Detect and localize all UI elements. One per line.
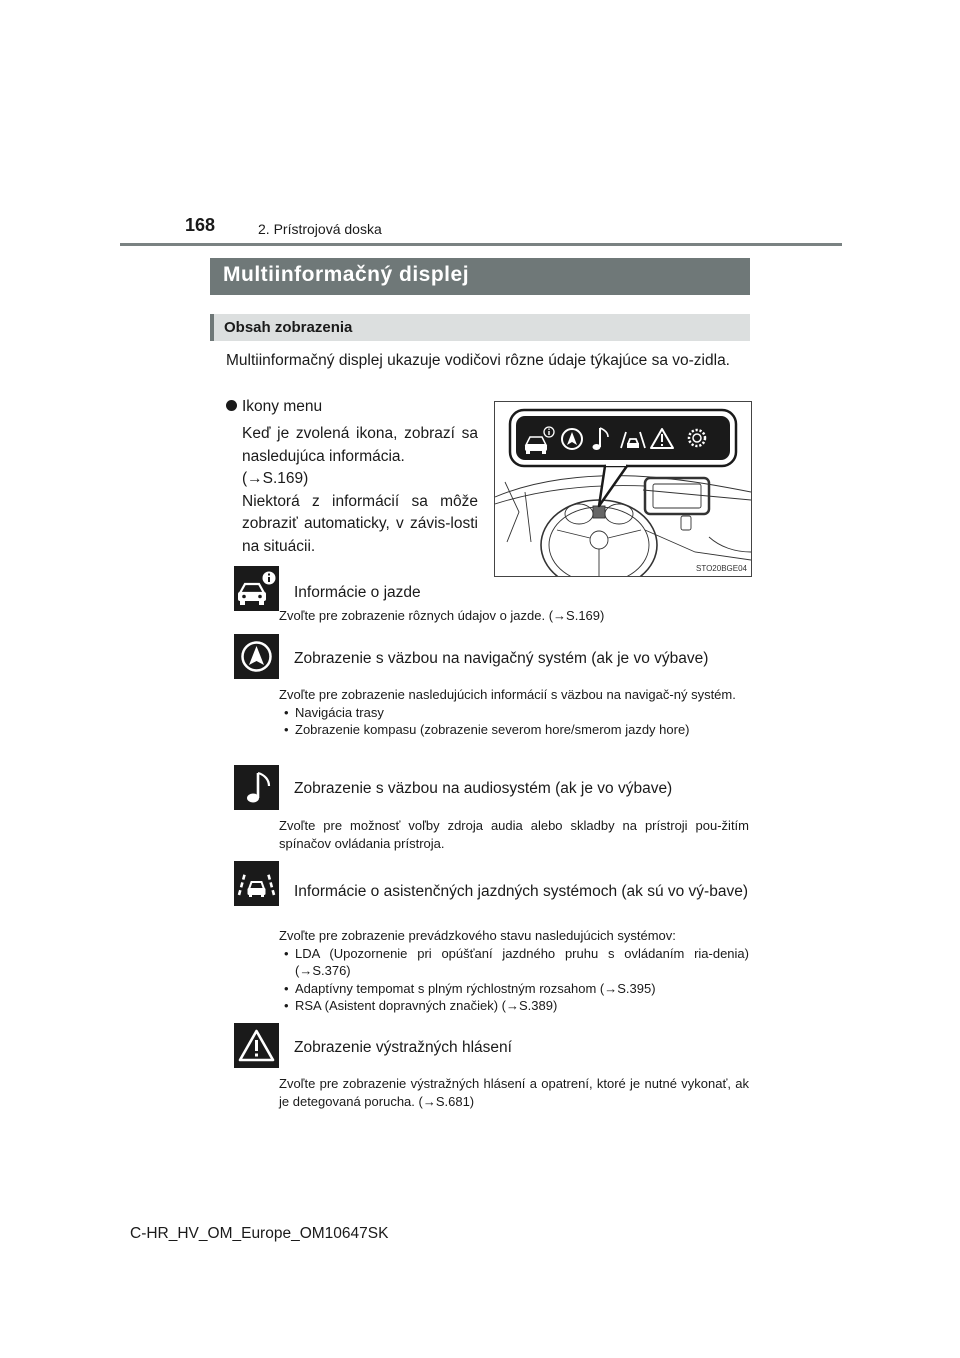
page-title-bar [210,258,750,295]
item-body-driving-assist [279,927,749,1015]
item-body-audio: Zvoľte pre možnosť voľby zdroja audia alebo skladby na prístroji pou-žitím spínačov ovládania prístroja. [279,818,749,851]
menu-desc-2: Niektorá z informácií sa môže zobraziť automaticky, v závis-losti na situácii. [242,492,478,555]
item-body-driving-assist-text: Zvoľte pre zobrazenie prevádzkového stavu nasledujúcich systémov: [279,928,676,943]
bullet-dot [226,400,237,411]
warning-icon [234,1023,279,1068]
subheading-bar [210,314,750,341]
list-item: • Zobrazenie kompasu (zobrazenie severom hore/smerom jazdy hore) [279,721,749,739]
item-body-navigation-text: Zvoľte pre zobrazenie nasledujúcich informácií s väzbou na navigač-ný systém. [279,687,736,702]
item-title-warnings: Zobrazenie výstražných hlásení [294,1039,512,1056]
menu-icons-bullet [226,398,322,416]
subheading: Obsah zobrazenia [224,319,353,336]
list-item: • LDA (Upozornenie pri opúšťaní jazdného pruhu s ovládaním ria-denia) (→S.376) [279,945,749,980]
item-body-warnings: Zvoľte pre zobrazenie výstražných hlásení a opatrení, ktoré je nutné vykonať, ak je detegovaná porucha. (→S.681) [279,1076,749,1109]
driving-assist-icon [234,861,279,906]
menu-desc-1: Keď je zvolená ikona, zobrazí sa nasledujúca informácia. [242,425,478,465]
menu-icons-description [242,423,478,558]
header-rule [120,243,842,246]
figure-code: STO20BGE04 [696,564,747,573]
section-title: 2. Prístrojová doska [258,221,382,237]
item-title-driving-assist: Informácie o asistenčných jazdných systémoch (ak sú vo vý-bave) [294,883,748,900]
item-body-driving-info: Zvoľte pre zobrazenie rôznych údajov o jazde. (→S.169) [279,608,605,623]
list-item: • Navigácia trasy [279,704,749,722]
menu-icons-label: Ikony menu [242,398,323,415]
item-title-driving-info: Informácie o jazde [294,584,421,601]
list-item: • RSA (Asistent dopravných značiek) (→S.389) [279,997,749,1015]
item-title-navigation: Zobrazenie s väzbou na navigačný systém (ak je vo výbave) [294,650,709,667]
list-item: • Adaptívny tempomat s plným rýchlostným rozsahom (→S.395) [279,980,749,998]
intro-paragraph: Multiinformačný displej ukazuje vodičovi rôzne údaje týkajúce sa vo-zidla. [226,352,730,369]
car-info-icon [234,566,279,611]
page-number: 168 [185,215,216,235]
navigation-icon [234,634,279,679]
item-body-navigation [279,686,749,739]
item-title-audio: Zobrazenie s väzbou na audiosystém (ak je vo výbave) [294,780,673,797]
dashboard-figure [494,401,752,577]
subheading-accent [210,314,214,341]
document-footer: C-HR_HV_OM_Europe_OM10647SK [130,1225,389,1242]
music-note-icon [234,765,279,810]
menu-desc-ref: (→S.169) [242,470,309,487]
dashboard-illustration [495,402,751,576]
page-title: Multiinformačný displej [223,263,470,286]
